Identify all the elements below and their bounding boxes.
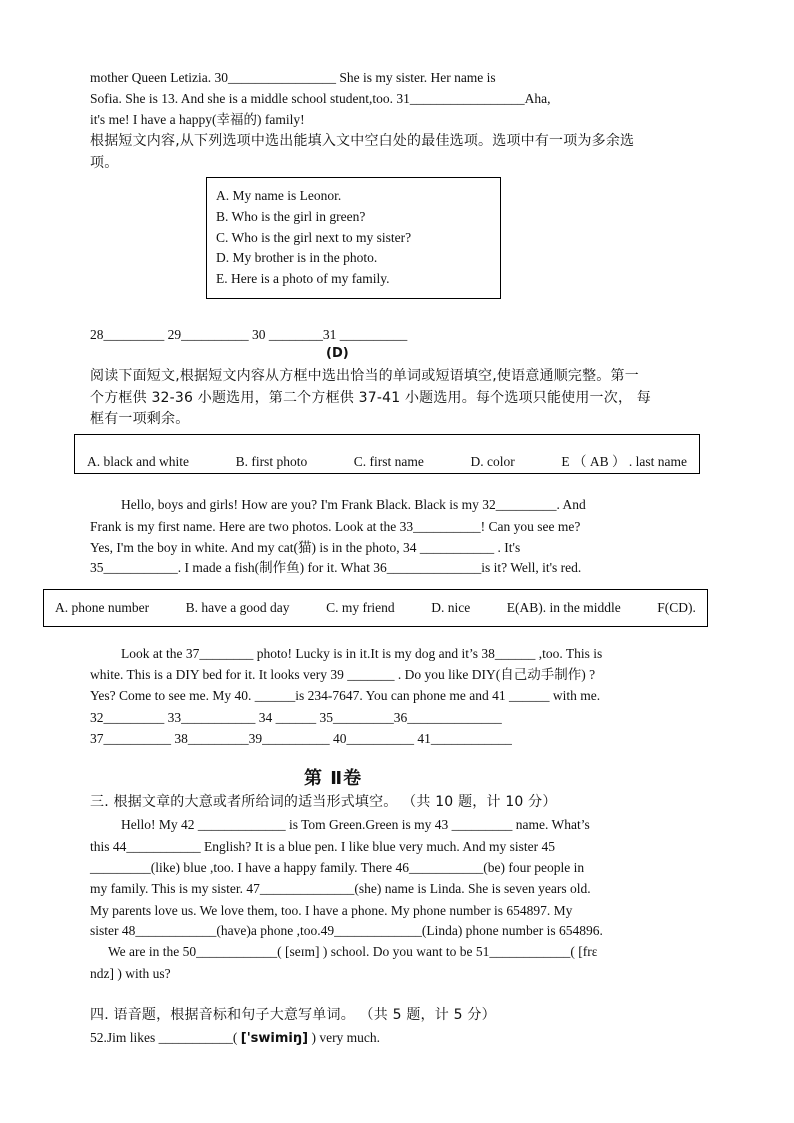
box2-option-b: B. have a good day — [185, 600, 290, 615]
box1-option-b: B. first photo — [235, 454, 308, 469]
para2-line-1: Look at the 37________ photo! Lucky is in it.It is my dog and it’s 38______ ,too. This is — [121, 646, 603, 661]
text-line: Yes, I'm the boy in white. And my cat(猫) is in the photo, 34 ___________ . It's — [90, 540, 521, 555]
sec3-line-7: We are in the 50____________( [seɪm] ) school. Do you want to be 51____________( [frɛ — [108, 944, 598, 959]
sec3-line-2 — [90, 836, 700, 857]
text-line: this 44___________ English? It is a blue pen. I like blue very much. And my sister 45 — [90, 839, 555, 854]
option-a: A. My name is Leonor. — [216, 188, 342, 203]
passage-c-line-1 — [90, 67, 700, 88]
options-box-c — [206, 177, 501, 299]
question-52 — [90, 1028, 380, 1049]
option-b: B. Who is the girl in green? — [216, 208, 366, 224]
sec3-line-1: Hello! My 42 _____________ is Tom Green.Green is my 43 _________ name. What’s — [121, 817, 590, 832]
answer-blanks-32-36[interactable]: 32_________ 33___________ 34 ______ 35_________36______________ — [90, 710, 502, 725]
text-line: my family. This is my sister. 47______________(she) name is Linda. She is seven years old. — [90, 881, 591, 896]
q52-suffix: ) very much. — [308, 1030, 381, 1045]
passage-d-instruction-2: 个方框供 32-36 小题选用，第二个方框供 37-41 小题选用。每个选项只能使用一次， 每 — [90, 390, 652, 406]
passage-c-line-3: it's me! I have a happy(幸福的) family! — [90, 112, 305, 127]
text-line: _________(like) blue ,too. I have a happy family. There 46___________(be) four people in — [90, 860, 585, 875]
passage-c-instruction-2: 项。 — [90, 155, 119, 171]
q52-phonetic: ['swimiŋ] — [240, 1031, 309, 1046]
section-3-heading: 三. 根据文章的大意或者所给词的适当形式填空。 （共 10 题，计 10 分） — [90, 794, 557, 810]
para1-line-2 — [90, 516, 700, 537]
passage-c-line-2: Sofia. She is 13. And she is a middle school student,too. 31_________________Aha, — [90, 91, 551, 106]
box2-option-d: D. nice — [431, 600, 471, 615]
passage-d-instruction-1: 阅读下面短文,根据短文内容从方框中选出恰当的单词或短语填空,使语意通顺完整。第一 — [90, 368, 639, 384]
para2-line-2: white. This is a DIY bed for it. It looks very 39 _______ . Do you like DIY(自己动手制作) ? — [90, 667, 596, 682]
option-e: E. Here is a photo of my family. — [216, 271, 390, 287]
answer-blanks-28-31[interactable]: 28_________ 29__________ 30 ________31 __________ — [90, 327, 408, 342]
option-c: C. Who is the girl next to my sister? — [216, 229, 412, 245]
options-box-32-36 — [74, 434, 700, 474]
answer-blanks-37-41[interactable]: 37__________ 38_________39__________ 40__________ 41____________ — [90, 731, 512, 746]
sec3-line-4 — [90, 878, 700, 899]
sec3-line-3 — [90, 857, 700, 878]
box1-option-c: C. first name — [353, 454, 424, 469]
para2-line-3: Yes? Come to see me. My 40. ______is 234-7647. You can phone me and 41 ______ with me. — [90, 688, 601, 703]
box2-option-a: A. phone number — [55, 600, 150, 615]
sec3-line-6: sister 48____________(have)a phone ,too.49_____________(Linda) phone number is 654896. — [90, 923, 603, 938]
box1-option-e: E （ AB ） . last name — [561, 454, 687, 469]
sec3-line-8: ndz] ) with us? — [90, 966, 171, 981]
para1-line-1: Hello, boys and girls! How are you? I'm Frank Black. Black is my 32_________. And — [121, 497, 586, 512]
sec3-line-5 — [90, 900, 700, 921]
options-box-37-41 — [43, 589, 708, 627]
part-two-title: 第 Ⅱ卷 — [304, 768, 363, 789]
text-line: mother Queen Letizia. 30________________ She is my sister. Her name is — [90, 70, 496, 85]
q52-prefix[interactable]: 52.Jim likes ___________( — [90, 1030, 241, 1045]
text-line: My parents love us. We love them, too. I have a phone. My phone number is 654897. My — [90, 903, 573, 918]
box2-option-c: C. my friend — [326, 600, 395, 615]
box1-option-d: D. color — [470, 454, 515, 469]
passage-c-instruction-1: 根据短文内容,从下列选项中选出能填入文中空白处的最佳选项。选项中有一项为多余选 — [90, 133, 635, 149]
passage-d-instruction-3: 框有一项剩余。 — [90, 411, 190, 427]
para1-line-3 — [90, 537, 700, 558]
para1-line-4: 35___________. I made a fish(制作鱼) for it. What 36______________is it? Well, it's red. — [90, 560, 582, 575]
option-d: D. My brother is in the photo. — [216, 250, 378, 266]
box2-option-e: E(AB). in the middle — [506, 600, 621, 615]
text-line: Frank is my first name. Here are two photos. Look at the 33__________! Can you see me? — [90, 519, 581, 534]
box2-option-f: F(CD). — [657, 600, 696, 615]
section-label-d: (D) — [326, 346, 349, 361]
section-4-heading: 四. 语音题，根据音标和句子大意写单词。 （共 5 题，计 5 分） — [90, 1007, 496, 1023]
box1-option-a: A. black and white — [87, 454, 189, 469]
